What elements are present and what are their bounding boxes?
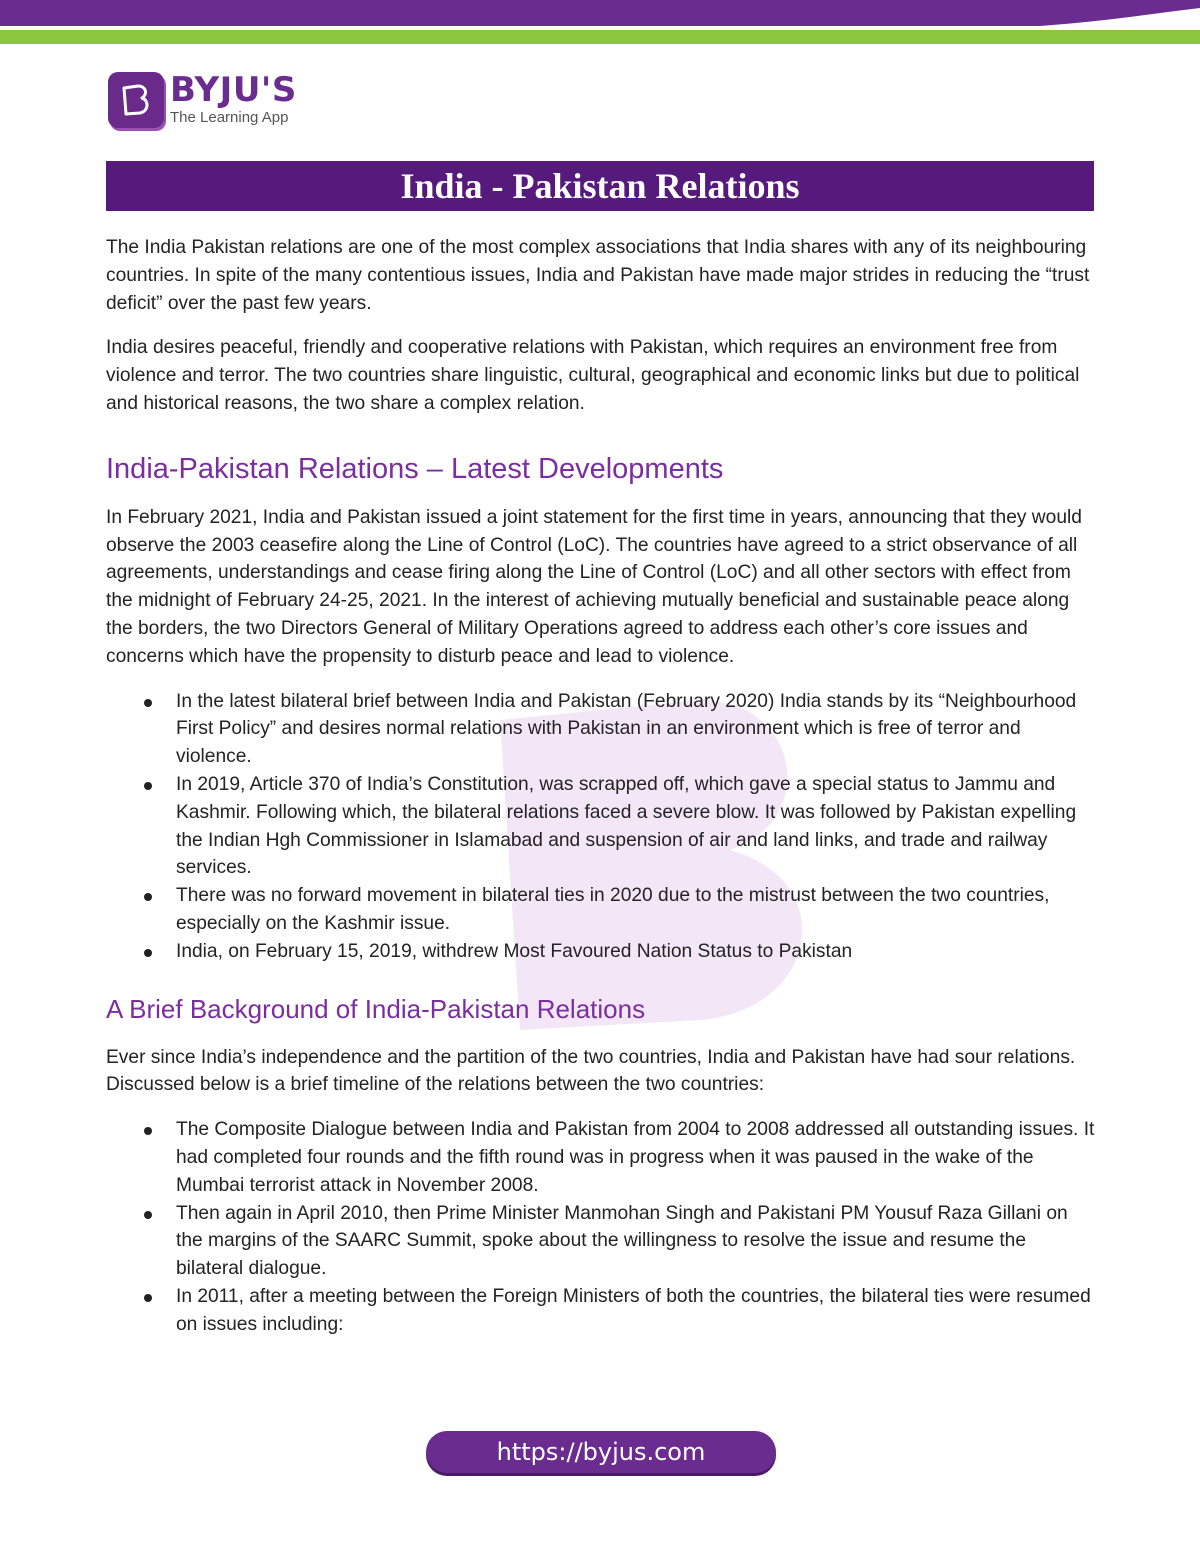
footer-url-text[interactable]: https://byjus.com — [496, 1438, 706, 1466]
brand-tagline: The Learning App — [170, 109, 289, 126]
header-band — [0, 0, 1200, 46]
section2-bullet-list — [106, 1116, 1096, 1338]
brand-name: BYJU'S — [170, 70, 297, 110]
page-title: India - Pakistan Relations — [400, 166, 800, 206]
list-item: The Composite Dialogue between India and Pakistan from 2004 to 2008 addressed all outstanding issues. It had completed four rounds and the fifth round was in progress when it was paused in the wake of the Mumbai terrorist attack in November 2008. — [176, 1116, 1096, 1199]
list-item: India, on February 15, 2019, withdrew Most Favoured Nation Status to Pakistan — [176, 938, 1096, 966]
section1-bullet-list — [106, 688, 1096, 966]
title-banner — [106, 161, 1094, 211]
list-item: There was no forward movement in bilateral ties in 2020 due to the mistrust between the two countries, especially on the Kashmir issue. — [176, 882, 1096, 938]
list-item: Then again in April 2010, then Prime Minister Manmohan Singh and Pakistani PM Yousuf Raza Gillani on the margins of the SAARC Summit, spoke about the willingness to resolve the issue and resume the bilateral dialogue. — [176, 1200, 1096, 1283]
intro-paragraph-2: India desires peaceful, friendly and cooperative relations with Pakistan, which requires an environment free from violence and terror. The two countries share linguistic, cultural, geographical and economic links but due to political and historical reasons, the two share a complex relation. — [106, 337, 1080, 414]
footer-url-link[interactable] — [426, 1431, 776, 1473]
section-heading-latest: India-Pakistan Relations – Latest Developments — [106, 452, 724, 485]
list-item: In 2011, after a meeting between the Foreign Ministers of both the countries, the bilateral ties were resumed on issues including: — [176, 1283, 1096, 1339]
byjus-logo — [108, 72, 297, 128]
byjus-b-logo-icon — [108, 72, 164, 128]
intro-paragraph-1: The India Pakistan relations are one of the most complex associations that India shares with any of its neighbouring countries. In spite of the many contentious issues, India and Pakistan have made major strides in reducing the “trust deficit” over the past few years. — [106, 237, 1090, 314]
section-heading-background: A Brief Background of India-Pakistan Relations — [106, 993, 646, 1024]
article-body — [106, 234, 1096, 1339]
section1-paragraph: In February 2021, India and Pakistan issued a joint statement for the first time in years, announcing that they would observe the 2003 ceasefire along the Line of Control (LoC). The countries have agreed to a strict observance of all agreements, understandings and cease firing along the Line of Control (LoC) and all other sectors with effect from the midnight of February 24-25, 2021. In the interest of achieving mutually beneficial and sustainable peace along the borders, the two Directors General of Military Operations agreed to address each other’s core issues and concerns which have the propensity to disturb peace and lead to violence. — [106, 506, 1082, 667]
list-item: In the latest bilateral brief between India and Pakistan (February 2020) India stands by its “Neighbourhood First Policy” and desires normal relations with Pakistan in an environment which is free of terror and violence. — [176, 688, 1096, 771]
section2-paragraph: Ever since India’s independence and the partition of the two countries, India and Pakistan have had sour relations. Discussed below is a brief timeline of the relations between the two countries: — [106, 1046, 1076, 1096]
list-item: In 2019, Article 370 of India’s Constitution, was scrapped off, which gave a special status to Jammu and Kashmir. Following which, the bilateral relations faced a severe blow. It was followed by Pakistan expelling the Indian Hgh Commissioner in Islamabad and suspension of air and land links, and trade and railway services. — [176, 771, 1096, 882]
